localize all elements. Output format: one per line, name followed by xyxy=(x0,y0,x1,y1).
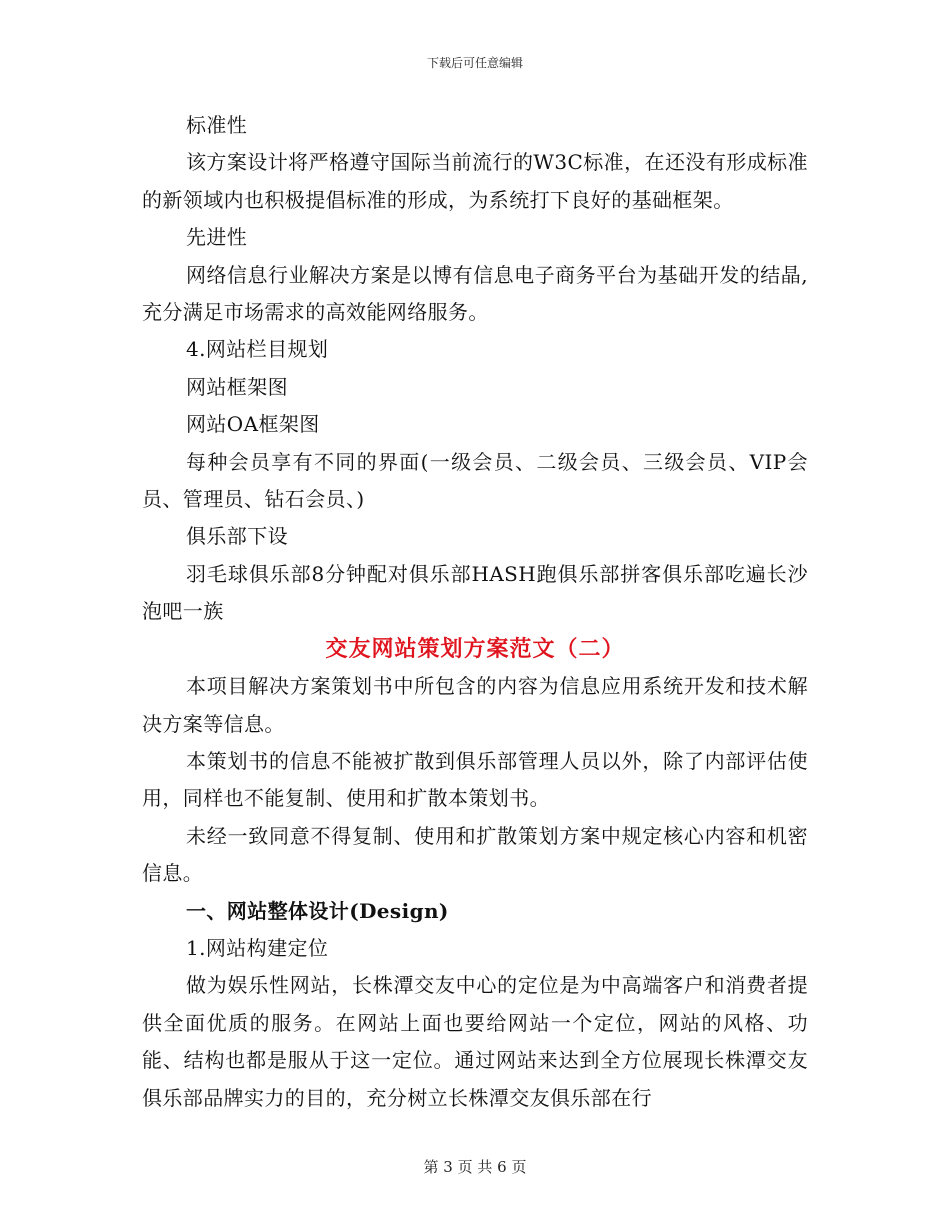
paragraph-advanced-text: 网络信息行业解决方案是以博有信息电子商务平台为基础开发的结晶,充分满足市场需求的高效能网络服务。 xyxy=(142,262,808,325)
paragraph-oa-framework: 网站OA框架图 xyxy=(186,412,320,437)
paragraph-standard-heading: 标准性 xyxy=(186,113,248,137)
paragraph-project-scope: 本项目解决方案策划书中所包含的内容为信息应用系统开发和技术解决方案等信息。 xyxy=(142,674,808,736)
paragraph-positioning-text: 做为娱乐性网站，长株潭交友中心的定位是为中高端客户和消费者提供全面优质的服务。在网站上面也要给网站一个定位，网站的风格、功能、结构也都是服从于这一定位。通过网站来达到全方位展现长株潭交友俱乐部品牌实力的目的，充分树立长株潭交友俱乐部在行 xyxy=(142,973,808,1110)
page-header: 下载后可任意编辑 xyxy=(426,56,523,70)
paragraph-positioning-heading: 1.网站构建定位 xyxy=(186,935,329,960)
section-title: 交友网站策划方案范文（二） xyxy=(325,635,625,662)
paragraph-member-interfaces: 每种会员享有不同的界面(一级会员、二级会员、三级会员、VIP会员、管理员、钻石会员、) xyxy=(142,449,808,512)
paragraph-club-subsections: 俱乐部下设 xyxy=(186,524,288,549)
paragraph-column-planning: 4.网站栏目规划 xyxy=(186,337,329,362)
document-body xyxy=(142,107,808,1117)
paragraph-site-framework: 网站框架图 xyxy=(186,374,288,399)
paragraph-club-list: 羽毛球俱乐部8分钟配对俱乐部HASH跑俱乐部拼客俱乐部吃遍长沙泡吧一族 xyxy=(142,561,808,624)
paragraph-consent: 未经一致同意不得复制、使用和扩散策划方案中规定核心内容和机密信息。 xyxy=(142,823,808,886)
page-footer: 第 3 页 共 6 页 xyxy=(423,1158,527,1176)
paragraph-standard-text: 该方案设计将严格遵守国际当前流行的W3C标准，在还没有形成标准的新领域内也积极提倡标准的形成，为系统打下良好的基础框架。 xyxy=(142,150,808,212)
paragraph-advanced-heading: 先进性 xyxy=(186,225,248,250)
paragraph-confidentiality: 本策划书的信息不能被扩散到俱乐部管理人员以外，除了内部评估使用，同样也不能复制、使用和扩散本策划书。 xyxy=(142,748,808,811)
subsection-title: 一、网站整体设计(Design) xyxy=(186,898,449,923)
